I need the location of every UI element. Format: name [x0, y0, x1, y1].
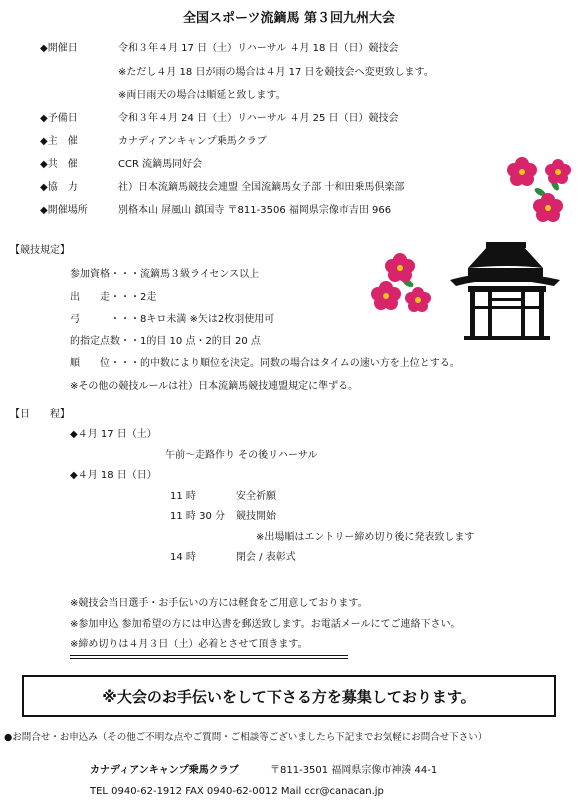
underline — [70, 655, 348, 656]
schedule-desc: 安全祈願 — [236, 491, 276, 502]
page-title: 全国スポーツ流鏑馬 第３回九州大会 — [182, 11, 395, 26]
rule-item: 参加資格・・・流鏑馬３級ライセンス以上 — [70, 269, 260, 280]
label-reserve-date: ◆予備日 — [40, 113, 78, 124]
contact-address: 〒811-3501 福岡県宗像市神湊 44-1 — [270, 765, 438, 776]
value-cooperation: 社）日本流鏑馬競技会連盟 全国流鏑馬女子部 十和田乗馬倶楽部 — [118, 182, 405, 193]
note-item: ※競技会当日選手・お手伝いの方には軽食をご用意しております。 — [70, 598, 368, 609]
label-date: ◆開催日 — [40, 43, 78, 54]
schedule-day1: ◆４月 17 日（土） — [70, 429, 157, 440]
value-venue: 別格本山 屏風山 鎮国寺 〒811-3506 福岡県宗像市吉田 966 — [118, 205, 392, 216]
temple-illustration — [368, 238, 568, 348]
value-date: 令和３年４月 17 日（土）リハーサル ４月 18 日（日）競技会 — [118, 43, 399, 54]
value-host: カナディアンキャンプ乗馬クラブ — [118, 136, 267, 147]
contact-org: カナディアンキャンプ乗馬クラブ — [90, 765, 239, 776]
contact-phone-mail: TEL 0940-62-1912 FAX 0940-62-0012 Mail ccr@canacan.jp — [90, 786, 384, 797]
schedule-heading: 【日 程】 — [10, 409, 70, 420]
rule-item: 順 位・・・的中数により順位を決定。同数の場合はタイムの速い方を上位とする。 — [70, 358, 460, 369]
rules-heading: 【競技規定】 — [10, 245, 70, 256]
schedule-note: ※出場順はエントリー締め切り後に発表致します — [256, 532, 475, 543]
schedule-day1-item: 午前～走路作り その後リハーサル — [165, 450, 318, 461]
schedule-time: 11 時 — [170, 491, 196, 502]
label-cooperation: ◆協 力 — [40, 182, 78, 193]
schedule-desc: 競技開始 — [236, 511, 276, 522]
volunteer-banner — [22, 675, 556, 717]
rule-item: 的指定点数・・1的目 10 点・2的目 20 点 — [70, 336, 261, 347]
schedule-desc: 閉会 / 表彰式 — [236, 552, 296, 563]
label-cohost: ◆共 催 — [40, 159, 78, 170]
label-venue: ◆開催場所 — [40, 205, 88, 216]
flower-illustration — [500, 150, 578, 230]
schedule-day2: ◆４月 18 日（日） — [70, 470, 157, 481]
inquiry-text: ●お問合せ・お申込み（その他ご不明な点やご質問・ご相談等ございましたら下記までお気軽にお問合せ下さい） — [4, 732, 488, 743]
underline — [70, 658, 348, 659]
note-postpone: ※両日雨天の場合は順延と致します。 — [118, 90, 286, 101]
schedule-time: 11 時 30 分 — [170, 511, 225, 522]
label-host: ◆主 催 — [40, 136, 78, 147]
schedule-time: 14 時 — [170, 552, 196, 563]
rule-item: 出 走・・・2走 — [70, 292, 157, 303]
value-cohost: CCR 流鏑馬同好会 — [118, 159, 203, 170]
rule-item: ※その他の競技ルールは社）日本流鏑馬競技連盟規定に準ずる。 — [70, 381, 359, 392]
volunteer-banner-text: ※大会のお手伝いをして下さる方を募集しております。 — [102, 688, 476, 706]
note-rain: ※ただし４月 18 日が雨の場合は４月 17 日を競技会へ変更致します。 — [118, 67, 434, 78]
note-item: ※締め切りは４月３日（土）必着とさせて頂きます。 — [70, 639, 308, 650]
value-reserve-date: 令和３年４月 24 日（土）リハーサル ４月 25 日（日）競技会 — [118, 113, 399, 124]
rule-item: 弓 ・・・8キロ未満 ※矢は2枚羽使用可 — [70, 314, 275, 325]
note-item: ※参加申込 参加希望の方には申込書を郵送致します。お電話メールにてご連絡下さい。 — [70, 619, 461, 630]
